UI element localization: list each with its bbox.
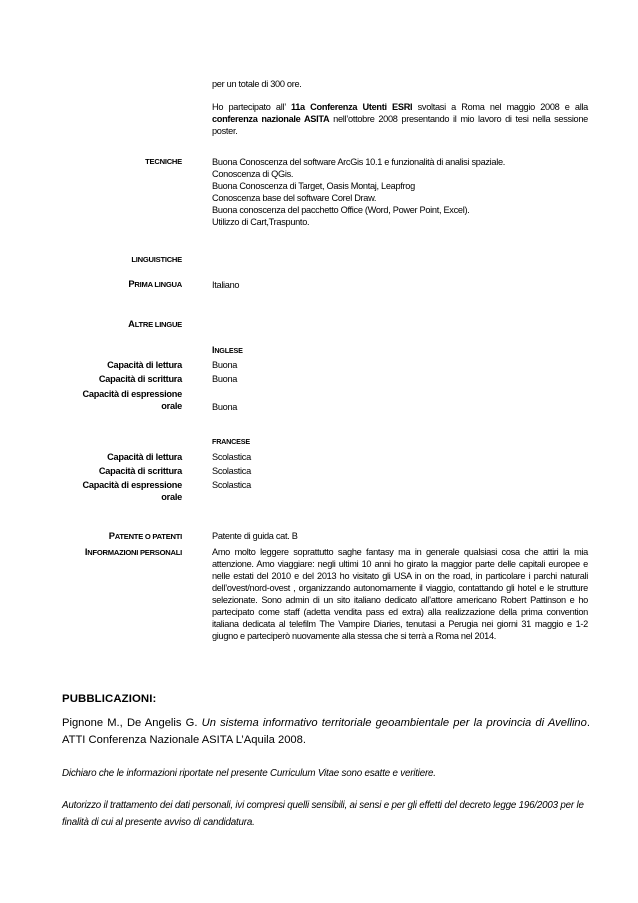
conference-paragraph: Ho partecipato all’ 11a Conferenza Utenti ESRI svoltasi a Roma nel maggio 2008 e alla conferenza nazionale ASITA nell’ottobre 2008 presentando il mio lavoro di tesi nella sessione poster. xyxy=(212,102,588,136)
patente-label: PATENTE O PATENTI xyxy=(108,530,182,541)
esri-conference: 11a Conferenza Utenti ESRI xyxy=(290,102,413,112)
francese-lettura-value: Scolastica xyxy=(212,452,251,462)
inglese-heading: INGLESE xyxy=(212,345,243,355)
altre-lingue-label: ALTRE LINGUE xyxy=(128,318,182,329)
francese-espressione-value: Scolastica xyxy=(212,480,251,490)
privacy-authorization-text: Autorizzo il trattamento dei dati personali, ivi compresi quelli sensibili, ai sensi e per gli effetti del decreto legge 196/2003 per le finalità di cui al presente avviso di candidatura. xyxy=(62,800,584,828)
prima-lingua-value: Italiano xyxy=(212,280,240,290)
asita-conference: conferenza nazionale ASITA xyxy=(212,114,330,124)
tecniche-item: Conoscenza di QGis. xyxy=(212,169,294,179)
pubblicazioni-heading: PUBBLICAZIONI: xyxy=(62,693,157,705)
inglese-lettura-label: Capacità di lettura xyxy=(107,360,182,370)
publication-authors: Pignone M., De Angelis G. xyxy=(62,717,202,729)
publication-venue: . ATTI Conferenza Nazionale ASITA L’Aquila 2008. xyxy=(62,717,590,746)
francese-lettura-label: Capacità di lettura xyxy=(107,452,182,462)
inglese-scrittura-label: Capacità di scrittura xyxy=(98,374,182,384)
tecniche-item: Buona conoscenza del pacchetto Office (Word, Power Point, Excel). xyxy=(212,205,470,215)
patente-value: Patente di guida cat. B xyxy=(212,531,298,541)
inglese-scrittura-value: Buona xyxy=(212,374,238,384)
tecniche-item: Buona Conoscenza di Target, Oasis Montaj, Leapfrog xyxy=(212,181,415,191)
tecniche-item: Buona Conoscenza del software ArcGis 10.1 e funzionalità di analisi spaziale. xyxy=(212,157,506,167)
tecniche-label: TECNICHE xyxy=(145,157,182,166)
training-hours-text: per un totale di 300 ore. xyxy=(212,79,302,89)
francese-espressione-label: Capacità di espressione orale xyxy=(82,480,182,502)
tecniche-item: Conoscenza base del software Corel Draw. xyxy=(212,193,377,203)
tecniche-item: Utilizzo di Cart,Traspunto. xyxy=(212,217,310,227)
informazioni-label: INFORMAZIONI PERSONALI xyxy=(84,546,182,557)
francese-scrittura-label: Capacità di scrittura xyxy=(98,466,182,476)
inglese-lettura-value: Buona xyxy=(212,360,238,370)
francese-scrittura-value: Scolastica xyxy=(212,466,251,476)
linguistiche-label: LINGUISTICHE xyxy=(131,255,182,264)
inglese-espressione-value: Buona xyxy=(212,402,238,412)
declaration-text: Dichiaro che le informazioni riportate nel presente Curriculum Vitae sono esatte e veritiere. xyxy=(62,768,436,779)
tecniche-list xyxy=(212,156,588,228)
publication-title: Un sistema informativo territoriale geoambientale per la provincia di Avellino xyxy=(201,717,587,729)
informazioni-text: Amo molto leggere soprattutto saghe fantasy ma in generale qualsiasi cosa che attiri la mia attenzione. Amo viaggiare: negli ultimi 10 anni ho girato la maggior parte delle capitali europee e nelle estati del 2010 e del 2013 ho visitato gli USA in on the road, in particolare i parchi naturali dell’ovest/nord-ovest , organizzando autonomamente il viaggio, contattando gli hotel e le strutture selezionate. Sono admin di un sito italiano dedicato all’attore americano Robert Pattinson e ho partecipato come staff (adetta vendita pass ed extra) alla realizzazione della prima convention italiana dedicata al telefilm The Vampire Diaries, tenutasi a Perugia nei giorni 31 maggio e 1-2 giugno e parteciperò nuovamente alla stessa che si terrà a Roma nel 2014. xyxy=(212,547,588,641)
inglese-espressione-label: Capacità di espressione orale xyxy=(82,389,182,411)
prima-lingua-label: PRIMA LINGUA xyxy=(128,278,182,289)
publication-entry xyxy=(62,715,590,749)
francese-heading: FRANCESE xyxy=(212,437,250,446)
